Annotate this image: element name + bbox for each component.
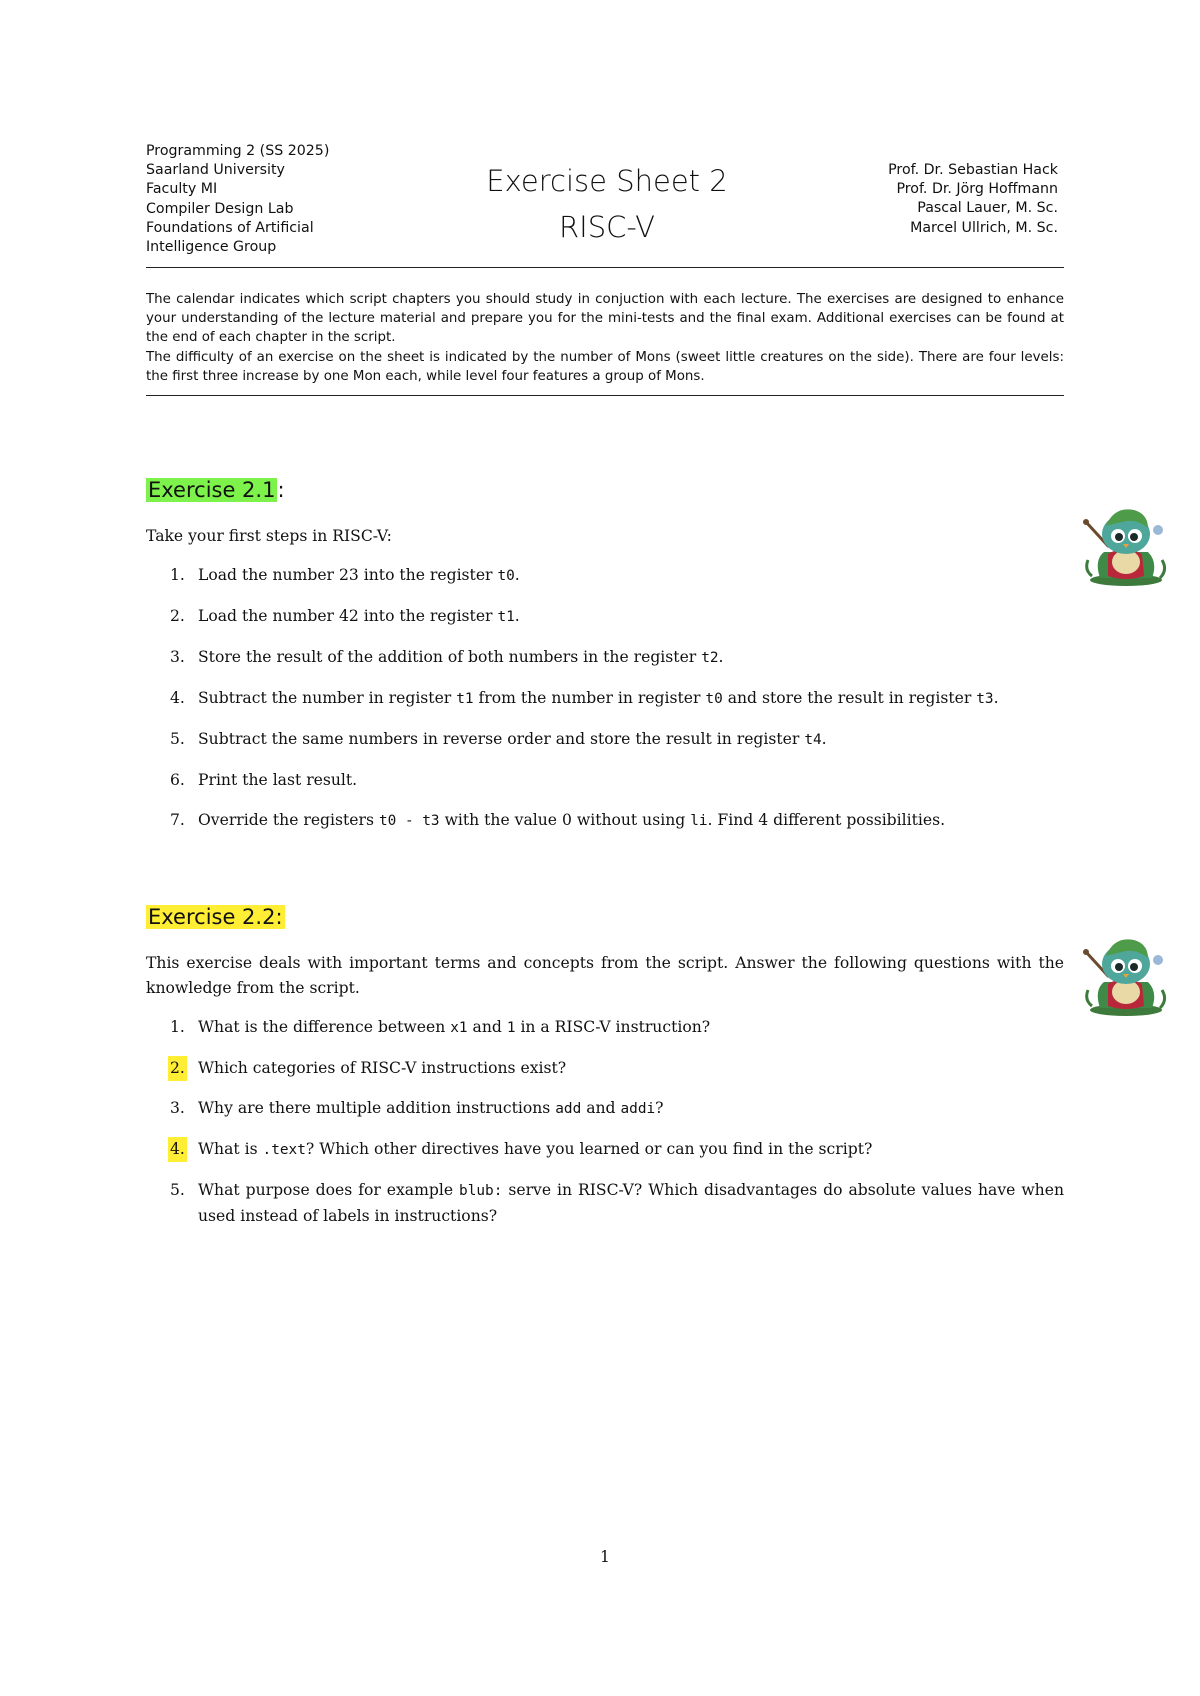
- list-item: [146, 1137, 1064, 1163]
- item-text: Override the registers: [198, 811, 379, 829]
- item-number: 6.: [170, 771, 185, 789]
- item-text: ? Which other directives have you learned or can you find in the script?: [305, 1140, 873, 1158]
- intro-divider: [146, 395, 1064, 396]
- sheet-subtitle: RISC-V: [559, 210, 655, 244]
- list-item: [146, 1015, 1064, 1041]
- item-text: .: [514, 607, 520, 625]
- item-number: 5.: [170, 1181, 185, 1199]
- item-text: ?: [655, 1099, 664, 1117]
- exercise-title-text: Exercise 2.2: [148, 905, 276, 929]
- item-code: t3: [976, 691, 994, 707]
- item-number: 3.: [170, 648, 185, 666]
- item-text: Store the result of the addition of both numbers in the register: [198, 648, 702, 666]
- item-code: li: [690, 813, 708, 829]
- exercise-sheet-page: [146, 0, 1064, 1696]
- staff-name: Pascal Lauer, M. Sc.: [917, 200, 1058, 217]
- item-number: 3.: [170, 1099, 185, 1117]
- item-text: .: [821, 730, 827, 748]
- page-number: 1: [600, 1548, 610, 1566]
- exercise-title-highlight: Exercise 2.1: [148, 478, 276, 502]
- list-item: [146, 604, 1064, 630]
- item-text: and: [581, 1099, 621, 1117]
- sheet-title: Exercise Sheet 2: [486, 164, 728, 198]
- header-course-info: [146, 142, 329, 257]
- staff-name: Prof. Dr. Jörg Hoffmann: [896, 181, 1058, 198]
- item-code: 1: [506, 1020, 516, 1036]
- item-text: . Find 4 different possibilities.: [707, 811, 946, 829]
- list-item: [146, 1056, 1064, 1081]
- intro-paragraph-difficulty: The difficulty of an exercise on the sheet is indicated by the number of Mons (sweet little creatures on the side). There are four levels: the first three increase by one Mon each, while level four features a group of Mons.: [146, 349, 1064, 384]
- group-name-line2: Intelligence Group: [146, 239, 277, 256]
- item-text: What purpose does for example: [198, 1181, 460, 1199]
- item-number: 4.: [170, 689, 185, 707]
- item-text: with the value 0 without using: [439, 811, 691, 829]
- item-text: .: [993, 689, 999, 707]
- item-number: 1.: [170, 1018, 185, 1036]
- item-text: serve in RISC-V? Which disadvantages do absolute values have when used instead of labels in instructions?: [198, 1181, 1064, 1225]
- item-text: Why are there multiple addition instructions: [198, 1099, 556, 1117]
- item-code: t4: [804, 732, 822, 748]
- item-text: Load the number 23 into the register: [198, 566, 498, 584]
- item-text: .: [718, 648, 724, 666]
- item-text: and: [467, 1018, 507, 1036]
- item-number: 7.: [170, 811, 185, 829]
- item-text: from the number in register: [473, 689, 706, 707]
- item-code: blub:: [459, 1183, 503, 1199]
- exercise-2-1-lead: Take your first steps in RISC-V:: [146, 527, 392, 545]
- item-text: Which categories of RISC-V instructions exist?: [198, 1059, 567, 1077]
- list-item: [146, 808, 1064, 834]
- item-text: Subtract the number in register: [198, 689, 457, 707]
- exercise-title-highlight: [146, 905, 285, 929]
- item-number-highlighted: 2.: [168, 1056, 187, 1081]
- intro-paragraph-calendar: The calendar indicates which script chapters you should study in conjuction with each lecture. The exercises are designed to enhance your understanding of the lecture material and prepare you for the mini-tests and the final exam. Additional exercises can be found at the end of each chapter in the script.: [146, 292, 1064, 346]
- list-item: [146, 1178, 1064, 1229]
- item-text: What is the difference between: [198, 1018, 451, 1036]
- item-code: t2: [701, 650, 719, 666]
- item-code: t1: [456, 691, 474, 707]
- list-item: [146, 686, 1064, 712]
- list-item: [146, 768, 1064, 793]
- exercise-2-2-lead: This exercise deals with important terms and concepts from the script. Answer the following questions with the knowledge from the script.: [146, 954, 1064, 997]
- list-item: [146, 1096, 1064, 1122]
- header-divider: [146, 267, 1064, 268]
- group-name-line1: Foundations of Artificial: [146, 219, 314, 236]
- item-text: Load the number 42 into the register: [198, 607, 498, 625]
- item-code: t0: [497, 568, 515, 584]
- sheet-header: [146, 142, 1064, 260]
- header-title-block: [462, 158, 752, 250]
- list-item: [146, 563, 1064, 589]
- item-text: Subtract the same numbers in reverse order and store the result in register: [198, 730, 805, 748]
- mon-creature-icon: [1078, 500, 1170, 588]
- item-text: .: [514, 566, 520, 584]
- item-number: 5.: [170, 730, 185, 748]
- item-code: x1: [450, 1020, 468, 1036]
- staff-name: Marcel Ullrich, M. Sc.: [910, 219, 1058, 236]
- list-item: [146, 645, 1064, 671]
- item-code: t0 - t3: [378, 813, 440, 829]
- university-name: Saarland University: [146, 162, 285, 179]
- faculty-name: Faculty MI: [146, 181, 218, 198]
- item-code: t1: [497, 609, 515, 625]
- course-name: Programming 2 (SS 2025): [146, 143, 330, 159]
- exercise-2-1-heading: [146, 476, 285, 504]
- exercise-2-2-heading: [146, 903, 285, 931]
- item-number-highlighted: 4.: [168, 1137, 187, 1162]
- item-number: 1.: [170, 566, 185, 584]
- lab-name: Compiler Design Lab: [146, 200, 294, 217]
- item-code: add: [555, 1101, 582, 1117]
- heading-colon: :: [275, 905, 283, 929]
- exercise-2-1-task-list: [146, 563, 1064, 834]
- list-item: [146, 727, 1064, 753]
- item-text: and store the result in register: [722, 689, 977, 707]
- item-text: in a RISC-V instruction?: [515, 1018, 711, 1036]
- item-text: Print the last result.: [198, 771, 358, 789]
- mon-creature-icon: [1078, 930, 1170, 1018]
- item-code: addi: [620, 1101, 656, 1117]
- header-staff: [888, 161, 1058, 238]
- intro-text: [146, 290, 1064, 386]
- item-code: t0: [705, 691, 723, 707]
- exercise-2-2-question-list: [146, 1015, 1064, 1229]
- item-text: What is: [198, 1140, 263, 1158]
- item-number: 2.: [170, 607, 185, 625]
- heading-colon: :: [277, 478, 285, 502]
- staff-name: Prof. Dr. Sebastian Hack: [888, 162, 1058, 178]
- item-code: .text: [262, 1142, 306, 1158]
